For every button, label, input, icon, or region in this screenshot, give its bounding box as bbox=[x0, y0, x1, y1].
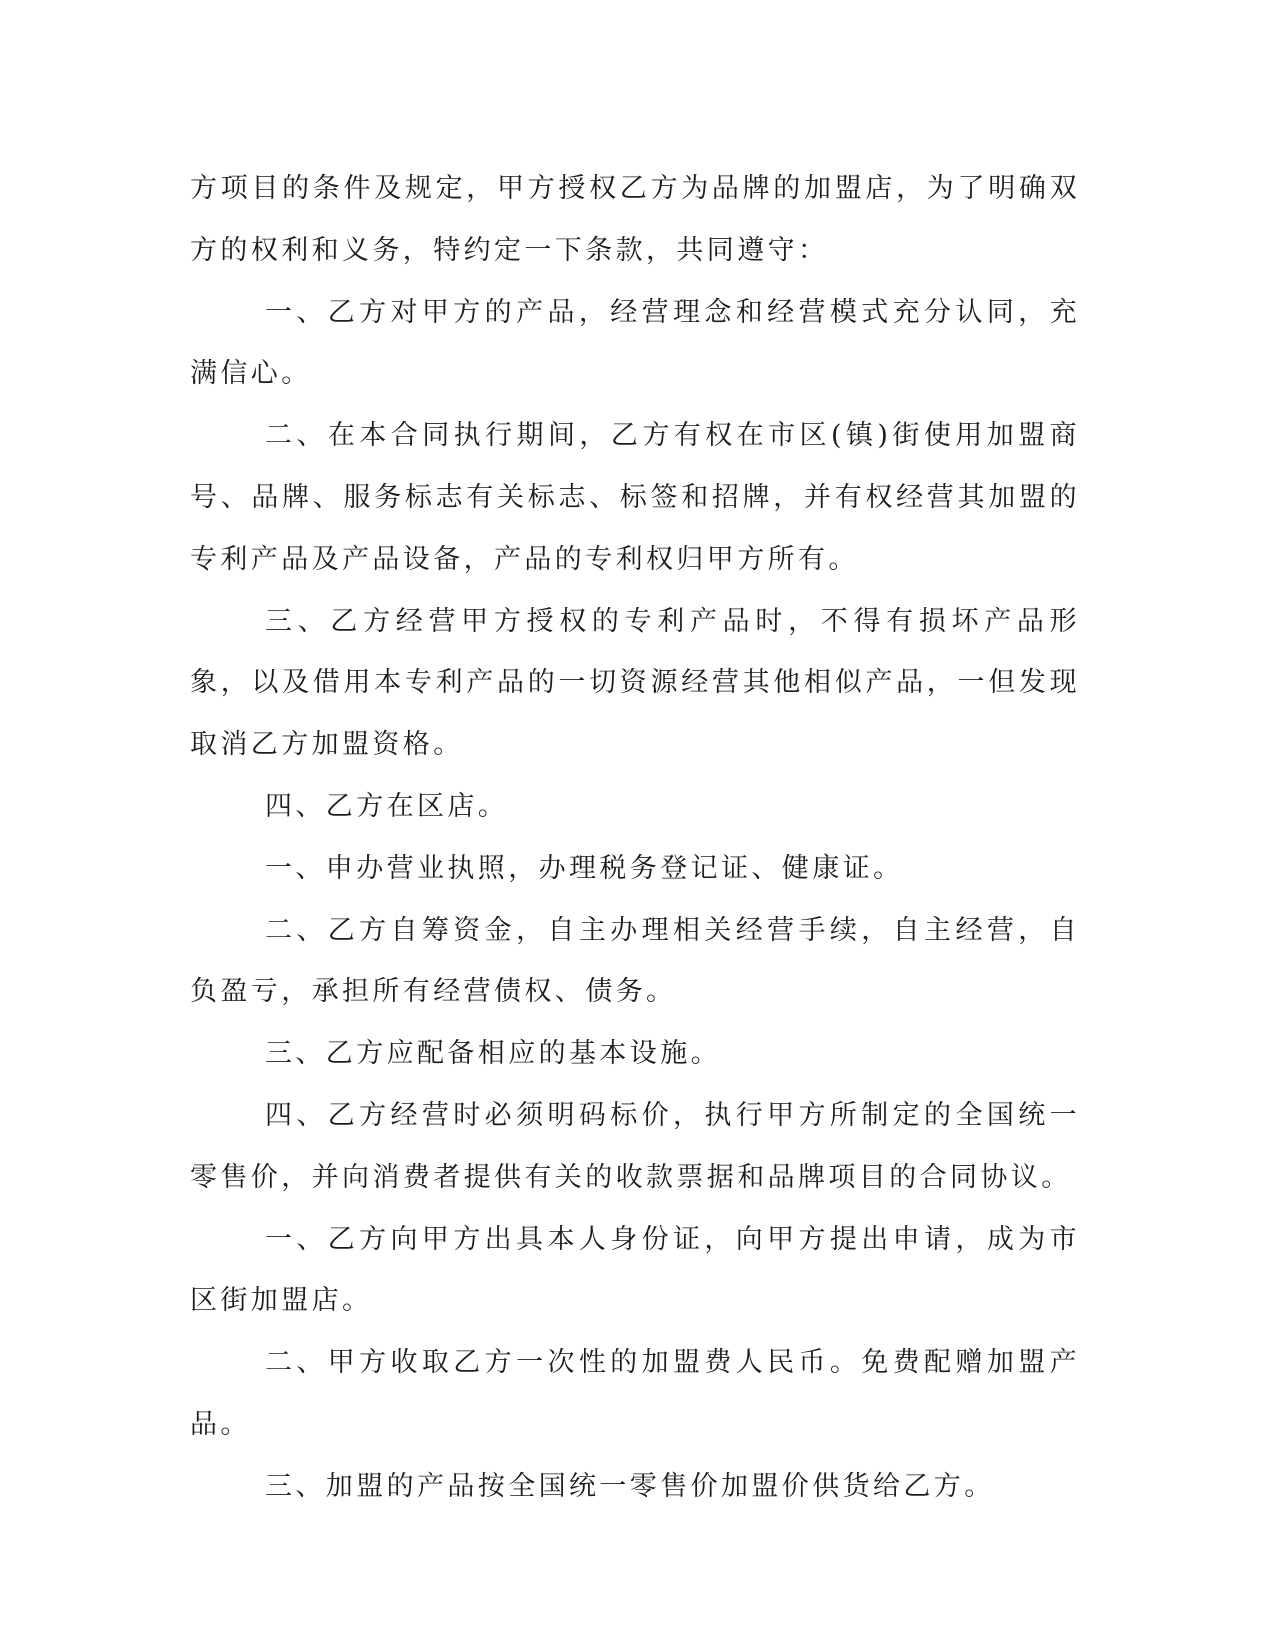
paragraph-term-1: 一、乙方向甲方出具本人身份证，向甲方提出申请，成为市区街加盟店。 bbox=[190, 1223, 1080, 1317]
paragraph-clause-1: 一、乙方对甲方的产品，经营理念和经营模式充分认同，充满信心。 bbox=[190, 296, 1080, 390]
paragraph-clause-3: 三、乙方经营甲方授权的专利产品时，不得有损坏产品形象，以及借用本专利产品的一切资源经营其他相似产品，一但发现取消乙方加盟资格。 bbox=[190, 605, 1080, 761]
paragraph-item-4: 四、乙方经营时必须明码标价，执行甲方所制定的全国统一零售价，并向消费者提供有关的收款票据和品牌项目的合同协议。 bbox=[190, 1099, 1080, 1193]
paragraph-intro-continuation: 方项目的条件及规定，甲方授权乙方为品牌的加盟店，为了明确双方的权利和义务，特约定一下条款，共同遵守： bbox=[190, 173, 1080, 266]
paragraph-term-3: 三、加盟的产品按全国统一零售价加盟价供货给乙方。 bbox=[265, 1470, 995, 1502]
document-body bbox=[190, 158, 1080, 1518]
paragraph-clause-4: 四、乙方在区店。 bbox=[265, 790, 509, 822]
paragraph-item-3: 三、乙方应配备相应的基本设施。 bbox=[265, 1038, 721, 1070]
paragraph-item-2: 二、乙方自筹资金，自主办理相关经营手续，自主经营，自负盈亏，承担所有经营债权、债务。 bbox=[190, 914, 1080, 1008]
paragraph-clause-2: 二、在本合同执行期间，乙方有权在市区(镇)街使用加盟商号、品牌、服务标志有关标志、标签和招牌，并有权经营其加盟的专利产品及产品设备，产品的专利权归甲方所有。 bbox=[190, 420, 1080, 575]
paragraph-item-1: 一、申办营业执照，办理税务登记证、健康证。 bbox=[265, 852, 904, 884]
paragraph-term-2: 二、甲方收取乙方一次性的加盟费人民币。免费配赠加盟产品。 bbox=[190, 1347, 1080, 1440]
